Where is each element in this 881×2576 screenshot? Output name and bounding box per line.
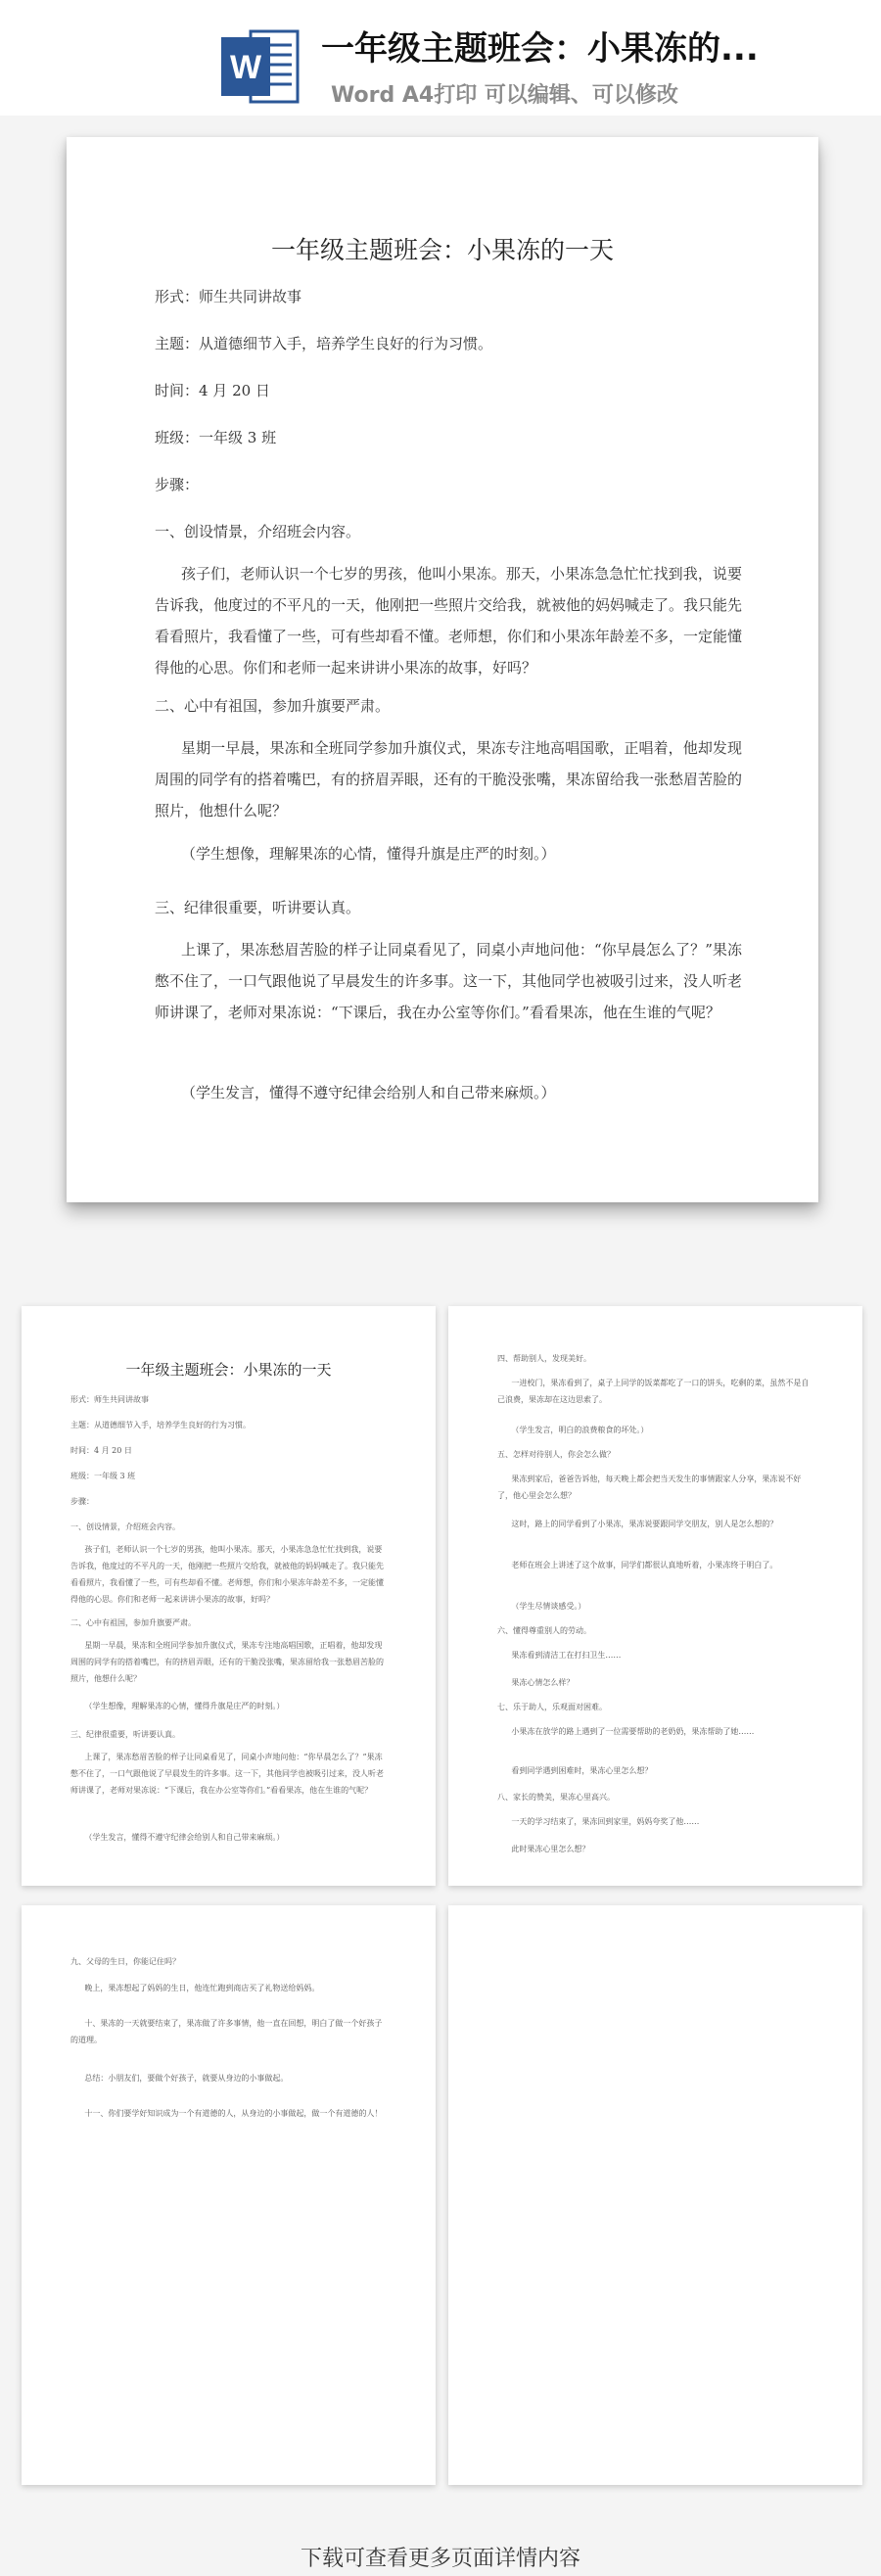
- thumb2-para4: 老师在班会上讲述了这个故事，同学们都很认真地听着，小果冻终于明白了。: [511, 1561, 778, 1569]
- page-subtitle: Word A4打印 可以编辑、可以修改: [331, 83, 678, 108]
- thumb3-note1: 总结：小朋友们，要做个好孩子，就要从身边的小事做起。: [84, 2074, 289, 2083]
- thumb1-section3: 三、纪律很重要，听讲要认真。: [70, 1730, 180, 1739]
- thumb1-time: 时间：4 月 20 日: [70, 1446, 132, 1455]
- thumb3-para1: 晚上，果冻想起了妈妈的生日，他连忙跑到商店买了礼物送给妈妈。: [84, 1984, 320, 1992]
- word-icon-letter: W: [229, 49, 262, 86]
- thumbnail-page-4[interactable]: [448, 1905, 862, 2485]
- thumb2-note2: （学生尽情谈感受。）: [511, 1602, 586, 1611]
- thumb1-section2: 二、心中有祖国，参加升旗要严肃。: [70, 1618, 196, 1627]
- thumb1-para2: 星期一早晨，果冻和全班同学参加升旗仪式，果冻专注地高唱国歌，正唱着，他却发现周围的同学有的搭着嘴巴，有的挤眉弄眼，还有的干脆没张嘴，果冻留给我一张愁眉苦脸的照片，他想什么呢？: [70, 1641, 384, 1683]
- paragraph-3: 上课了，果冻愁眉苦脸的样子让同桌看见了，同桌小声地问他：“你早晨怎么了？”果冻憋不住了，一口气跟他说了早晨发生的许多事。这一下，其他同学也被吸引过来，没人听老师讲课了，老师对果冻说：“下课后，我在办公室等你们。”看看果冻，他在生谁的气呢？: [155, 941, 743, 1021]
- note-3: （学生发言，懂得不遵守纪律会给别人和自己带来麻烦。）: [181, 1084, 556, 1101]
- thumb2-line5: 八、家长的赞美，果冻心里高兴。: [497, 1793, 615, 1802]
- document-form: 形式：师生共同讲故事: [155, 288, 302, 305]
- thumb2-line4: 七、乐于助人，乐观面对困难。: [497, 1703, 607, 1711]
- page-title: 一年级主题班会：小果冻的...: [321, 29, 759, 69]
- thumb2-para1: 一进校门，果冻看到了，桌子上同学的饭菜都吃了一口的饼头，吃剩的菜，虽然不是自己浪费，果冻却在这边思索了。: [497, 1379, 810, 1404]
- thumb1-para1: 孩子们，老师认识一个七岁的男孩，他叫小果冻。那天，小果冻急急忙忙找到我，说要告诉我，他度过的不平凡的一天，他刚把一些照片交给我，就被他的妈妈喊走了。我只能先看看照片，我看懂了一些，可有些却看不懂。老师想，你们和小果冻年龄差不多，一定能懂得他的心思。你们和老师一起来讲讲小果冻的故事，好吗？: [70, 1545, 384, 1604]
- thumb3-line2: 十一、你们要学好知识成为一个有道德的人，从身边的小事做起，做一个有道德的人！: [84, 2109, 383, 2118]
- thumb1-para3: 上课了，果冻愁眉苦脸的样子让同桌看见了，同桌小声地问他：“你早晨怎么了？”果冻憋不住了，一口气跟他说了早晨发生的许多事。这一下，其他同学也被吸引过来，没人听老师讲课了，老师对果冻说：“下课后，我在办公室等你们。”看看果冻，他在生谁的气呢？: [70, 1753, 384, 1795]
- document-theme: 主题：从道德细节入手，培养学生良好的行为习惯。: [155, 335, 493, 352]
- thumb2-para8: 一天的学习结束了，果冻回到家里，妈妈夸奖了他……: [511, 1817, 700, 1826]
- thumb2-note3: 果冻心情怎么样？: [511, 1678, 575, 1687]
- thumb1-note3: （学生发言，懂得不遵守纪律会给别人和自己带来麻烦。）: [84, 1833, 285, 1842]
- thumb1-title: 一年级主题班会：小果冻的一天: [125, 1361, 332, 1379]
- document-time: 时间：4 月 20 日: [155, 382, 270, 399]
- document-class: 班级：一年级 3 班: [155, 429, 277, 446]
- paragraph-2: 星期一早晨，果冻和全班同学参加升旗仪式，果冻专注地高唱国歌，正唱着，他却发现周围的同学有的搭着嘴巴，有的挤眉弄眼，还有的干脆没张嘴，果冻留给我一张愁眉苦脸的照片，他想什么呢？: [155, 739, 743, 820]
- thumb1-section1: 一、创设情景，介绍班会内容。: [70, 1522, 180, 1531]
- thumb3-para2: 十、果冻的一天就要结束了，果冻做了许多事情，他一直在回想，明白了做一个好孩子的道理。: [70, 2019, 383, 2044]
- thumb1-steps: 步骤：: [70, 1497, 94, 1506]
- thumb2-para6: 小果冻在放学的路上遇到了一位需要帮助的老奶奶，果冻帮助了她……: [511, 1727, 755, 1736]
- thumb1-form: 形式：师生共同讲故事: [70, 1395, 149, 1404]
- thumb2-note1: （学生发言，明白的浪费粮食的坏处。）: [511, 1426, 649, 1434]
- thumb2-para7: 看到同学遇到困难时，果冻心里怎么想？: [511, 1766, 653, 1775]
- document-title: 一年级主题班会：小果冻的一天: [270, 236, 614, 264]
- word-icon: [217, 23, 303, 110]
- thumb3-line1: 九、父母的生日，你能记住吗？: [70, 1957, 180, 1966]
- download-more-link[interactable]: 下载可查看更多页面详情内容: [300, 2547, 580, 2571]
- thumb1-note2: （学生想像，理解果冻的心情，懂得升旗是庄严的时刻。）: [84, 1702, 285, 1710]
- thumb2-para3: 这时，路上的同学看到了小果冻，果冻说要跟同学交朋友，别人是怎么想的？: [511, 1520, 778, 1528]
- section-heading-2: 二、心中有祖国，参加升旗要严肃。: [155, 697, 391, 715]
- section-heading-1: 一、创设情景，介绍班会内容。: [155, 523, 361, 540]
- section-heading-3: 三、纪律很重要，听讲要认真。: [155, 899, 361, 916]
- thumb1-theme: 主题：从道德细节入手，培养学生良好的行为习惯。: [70, 1421, 251, 1429]
- thumb1-class: 班级：一年级 3 班: [70, 1472, 136, 1480]
- thumb2-para5: 果冻看到清洁工在打扫卫生……: [511, 1651, 622, 1660]
- header: [0, 0, 881, 116]
- thumb2-line2: 五、怎样对待别人，你会怎么做？: [497, 1450, 615, 1459]
- thumb2-para9: 此时果冻心里怎么想？: [511, 1845, 590, 1853]
- thumbnail-page-2[interactable]: [448, 1306, 862, 1886]
- thumb2-line3: 六、懂得尊重别人的劳动。: [497, 1626, 591, 1635]
- thumb2-para2: 果冻到家后，爸爸告诉他，每天晚上都会把当天发生的事情跟家人分享，果冻说不好了，他心里会怎么想？: [497, 1475, 802, 1500]
- thumbnail-page-1[interactable]: [22, 1306, 436, 1886]
- document-steps: 步骤：: [155, 476, 200, 493]
- thumbnail-page-3[interactable]: [22, 1905, 436, 2485]
- document-preview-page-1: [67, 137, 818, 1202]
- paragraph-1: 孩子们，老师认识一个七岁的男孩，他叫小果冻。那天，小果冻急急忙忙找到我，说要告诉我，他度过的不平凡的一天，他刚把一些照片交给我，就被他的妈妈喊走了。我只能先看看照片，我看懂了一些，可有些却看不懂。老师想，你们和小果冻年龄差不多，一定能懂得他的心思。你们和老师一起来讲讲小果冻的故事，好吗？: [155, 565, 743, 677]
- thumb2-line1: 四、帮助别人，发现美好。: [497, 1354, 591, 1363]
- note-2: （学生想像，理解果冻的心情，懂得升旗是庄严的时刻。）: [181, 845, 556, 863]
